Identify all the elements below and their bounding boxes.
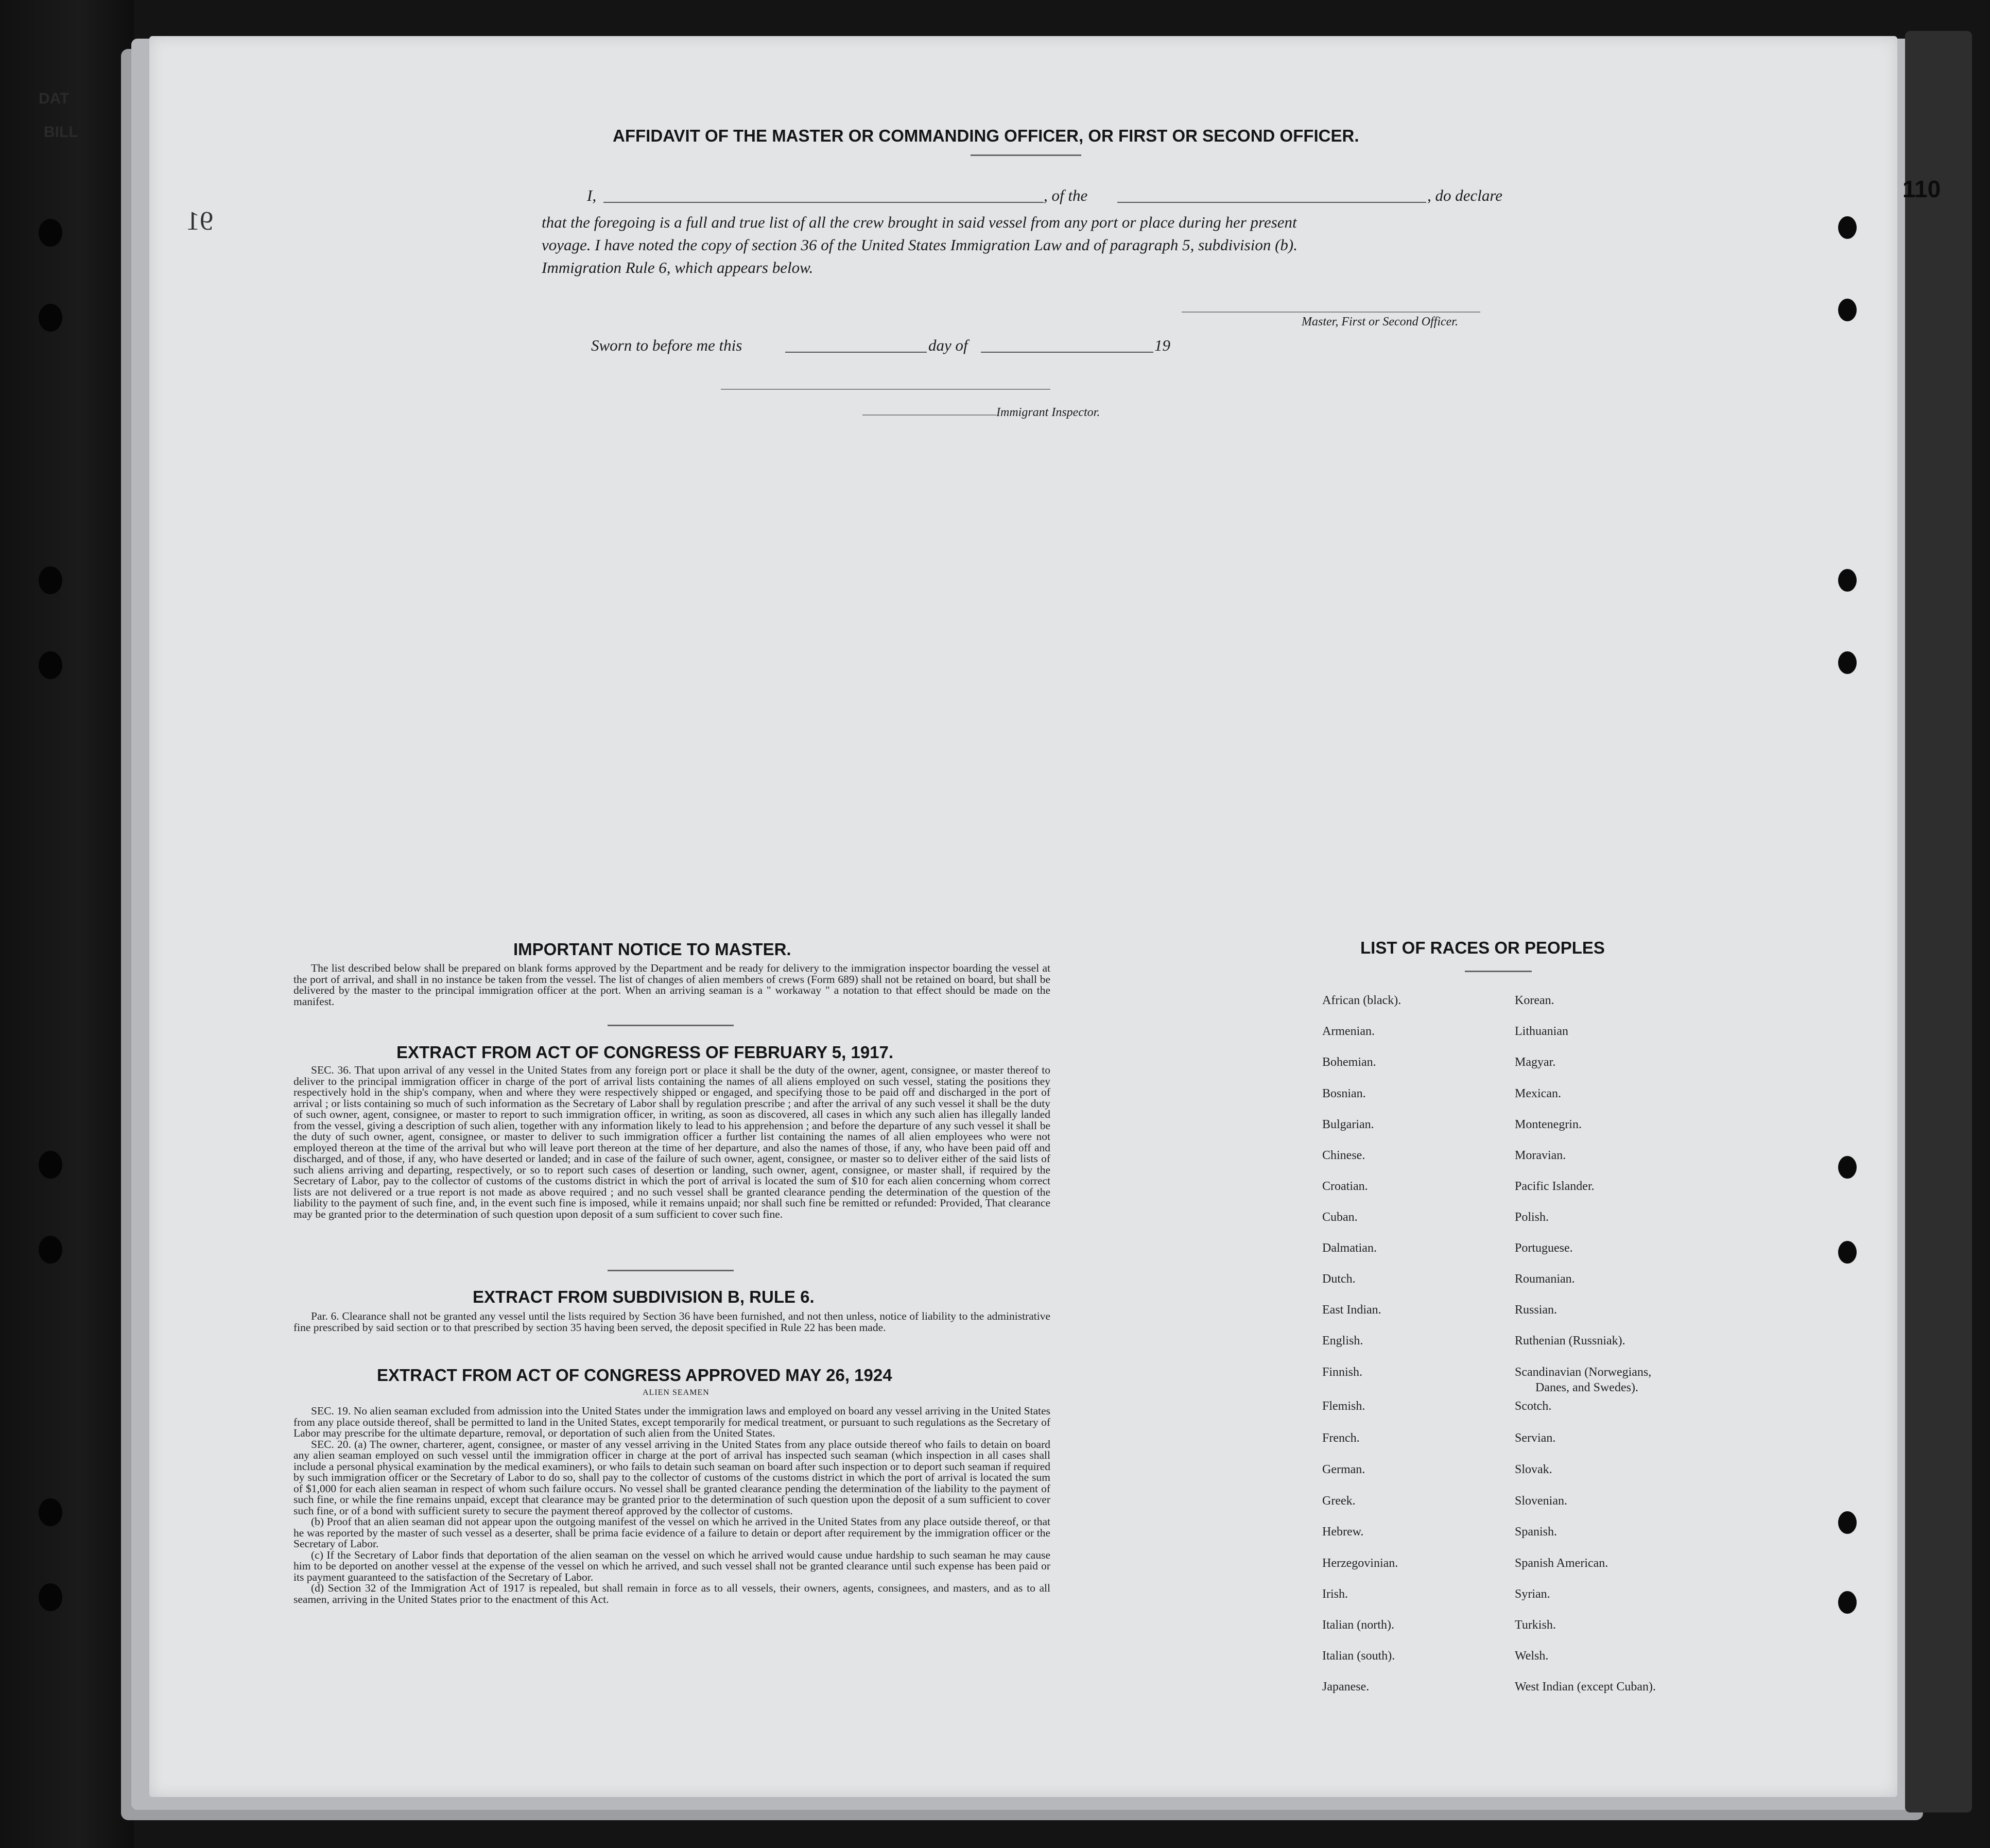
race-item: West Indian (except Cuban). [1515,1680,1656,1694]
name-blank-line [603,202,1044,203]
punch-hole [1838,216,1857,239]
section-divider [608,1270,734,1271]
affidavit-body-line-3: Immigration Rule 6, which appears below. [542,258,814,277]
race-item: Russian. [1515,1303,1558,1317]
race-item: Irish. [1322,1587,1348,1601]
extract-1917-text [293,1065,1050,1220]
race-item: Japanese. [1322,1680,1370,1694]
binder-hole [39,566,62,594]
race-item: Korean. [1515,994,1554,1007]
sec-20b-paragraph: (b) Proof that an alien seaman did not appear upon the outgoing manifest of the vessel on which he arrived in the United States from any place outside thereof, or that he was reported by the master of such vessel as a deserter, shall be prima facie evidence of a failure to detain or deport after requirement by the immigration officer or the Secretary of Labor. [293,1515,1050,1550]
race-item: Scandinavian (Norwegians, [1515,1366,1652,1379]
punch-hole [1838,651,1857,674]
race-item: Greek. [1322,1494,1356,1508]
race-item: Dalmatian. [1322,1241,1377,1255]
rule6-paragraph: Par. 6. Clearance shall not be granted any vessel until the lists required by Section 36 have been furnished, and not then unless, notice of liability to the administrative fine prescribed by said section or to that prescribed by section 35 having been served, the deposit specified in Rule 22 has been made. [293,1310,1050,1334]
race-item: Spanish. [1515,1525,1558,1539]
inspector-caption: Immigrant Inspector. [996,406,1100,419]
race-item: Croatian. [1322,1180,1368,1193]
race-item: French. [1322,1431,1360,1445]
race-item: Syrian. [1515,1587,1550,1601]
binder-hole [39,1236,62,1264]
race-item: German. [1322,1463,1365,1476]
race-item: Ruthenian (Russniak). [1515,1334,1625,1348]
sec-19-paragraph: SEC. 19. No alien seaman excluded from admission into the United States under the immigration laws and employed on board any vessel arriving in the United States from any place outside thereof, shall be permitted to land in the United States, except temporarily for medical treatment, or pursuant to such regulations as the Secretary of Labor may prescribe for the ultimate departure, removal, or deportation of such alien from the United States. [293,1405,1050,1439]
punch-hole [1838,1156,1857,1179]
sworn-label: Sworn to before me this [591,336,742,354]
race-item: Bohemian. [1322,1056,1376,1069]
binder-hole [39,304,62,332]
page-number: 110 [1902,176,1941,202]
races-title-underline [1465,971,1532,972]
affidavit-body-line-2: voyage. I have noted the copy of section 36 of the United States Immigration Law and of paragraph 5, subdivision (b). [542,236,1297,254]
race-item-continued: Danes, and Swedes). [1535,1381,1638,1394]
binder-hole [39,651,62,679]
race-item: Magyar. [1515,1056,1556,1069]
race-item: Roumanian. [1515,1272,1575,1286]
rule6-text [293,1311,1050,1333]
sec-36-paragraph: SEC. 36. That upon arrival of any vessel in the United States from any foreign port or place it shall be the duty of the owner, agent, consignee, or master thereof to deliver to the principal immigration officer in charge of the port of arrival lists containing the names of all aliens employed on such vessel, stating the positions they respectively hold in the ship's company, when and where they were respectively shipped or engaged, and specifying those to be paid off and discharged in the port of arrival ; or lists containing so much of such information as the Secretary of Labor shall by regulation prescribe ; and after the arrival of any such vessel it shall be the duty of such owner, agent, consignee, or master to report to such immigration officer, in writing, as soon as discovered, all cases in which any such alien has illegally landed from the vessel, giving a description of such alien, together with any information likely to lead to his apprehension ; and before the departure of any such vessel it shall be the duty of such owner, agent, consignee, or master to deliver to such immigration officer a further list containing the names of all alien employees who were not employed thereon at the time of the arrival but who will leave port thereon at the time of her departure, and also the names of those, if any, who have been paid off and discharged, and of those, if any, who have deserted or landed; and in case of the failure of such owner, agent, consignee, or master so to deliver either of the said lists of such aliens arriving and departing, respectively, or so to report such cases of desertion or landing, such owner, agent, consignee, or master shall, if required by the Secretary of Labor, pay to the collector of customs of the customs district in which the port of arrival is located the sum of $10 for each alien concerning whom correct lists are not delivered or a true report is not made as above required ; and no such vessel shall be granted clearance pending the determination of the question of the liability to the payment of such fine, and, in the event such fine is imposed, while it remains unpaid; nor shall such fine be remitted or refunded: Provided, That clearance may be granted prior to the determination of such question upon deposit of a sum sufficient to cover such fine. [293,1064,1050,1220]
races-title: LIST OF RACES OR PEOPLES [1360,938,1605,957]
inspector-signature-line [721,389,1050,390]
affidavit-i: I, [587,186,597,204]
race-item: Lithuanian [1515,1025,1568,1038]
day-of-label: day of [928,336,968,354]
race-item: Dutch. [1322,1272,1356,1286]
month-blank [981,352,1153,353]
binder-stamp-fragment: DAT [39,90,70,107]
race-item: Flemish. [1322,1400,1365,1413]
sec-20c-paragraph: (c) If the Secretary of Labor finds that deportation of the alien seaman on the vessel on which he arrived would cause undue hardship to such seaman he may cause him to be deported on another vessel at the expense of the vessel on which he arrived, and such vessel shall not be granted clearance until such expense has been paid or its payment guaranteed to the satisfaction of the Secretary of Labor. [293,1548,1050,1583]
punch-hole [1838,1241,1857,1264]
affidavit-of-the: , of the [1044,186,1088,204]
vessel-blank-line [1117,202,1426,203]
binder-stamp-fragment-2: BILL [44,124,78,141]
race-item: Slovak. [1515,1463,1552,1476]
race-item: Portuguese. [1515,1241,1573,1255]
extract-1924-text [293,1406,1050,1605]
race-item: Italian (north). [1322,1618,1394,1632]
race-item: Armenian. [1322,1025,1375,1038]
race-item: Moravian. [1515,1149,1566,1162]
race-item: East Indian. [1322,1303,1381,1317]
race-item: Pacific Islander. [1515,1180,1595,1193]
notice-text [293,963,1050,1007]
punch-hole [1838,569,1857,592]
race-item: Finnish. [1322,1366,1363,1379]
race-item: Herzegovinian. [1322,1557,1398,1570]
race-item: African (black). [1322,994,1401,1007]
race-item: Mexican. [1515,1087,1561,1100]
inspector-short-line [862,414,996,416]
punch-hole [1838,299,1857,321]
section-divider [608,1025,734,1026]
right-edge-shadow [1905,31,1972,1812]
year-prefix: 19 [1154,336,1170,354]
race-item: English. [1322,1334,1363,1348]
race-item: Welsh. [1515,1649,1549,1663]
race-item: Cuban. [1322,1211,1358,1224]
race-item: Bulgarian. [1322,1118,1374,1131]
punch-hole [1838,1591,1857,1614]
race-item: Servian. [1515,1431,1556,1445]
binder-hole [39,1583,62,1611]
affidavit-do-declare: , do declare [1427,186,1503,204]
extract-1924-title: EXTRACT FROM ACT OF CONGRESS APPROVED MAY 26, 1924 [377,1366,892,1385]
affidavit-title: AFFIDAVIT OF THE MASTER OR COMMANDING OFFICER, OR FIRST OR SECOND OFFICER. [613,126,1359,145]
race-item: Scotch. [1515,1400,1552,1413]
race-item: Hebrew. [1322,1525,1364,1539]
race-item: Bosnian. [1322,1087,1366,1100]
signature-line [1182,312,1480,313]
alien-seamen-subtitle: ALIEN SEAMEN [643,1388,710,1397]
sec-20d-paragraph: (d) Section 32 of the Immigration Act of 1917 is repealed, but shall remain in force as to all vessels, their owners, agents, consignees, and masters, and as to all seamen, arriving in the United States prior to the enactment of this Act. [293,1582,1050,1605]
notice-title: IMPORTANT NOTICE TO MASTER. [513,940,791,959]
race-item: Montenegrin. [1515,1118,1582,1131]
notice-paragraph: The list described below shall be prepared on blank forms approved by the Department and be ready for delivery to the immigration inspector boarding the vessel at the port of arrival, and shall in no instance be taken from the vessel. The list of changes of alien members of crews (Form 689) shall not be retained on board, but shall be delivered by the master to the principal immigration officer at the port. When an arriving seaman is a " workaway " a notation to that effect should be made on the manifest. [293,962,1050,1008]
binder-hole [39,219,62,247]
race-item: Spanish American. [1515,1557,1608,1570]
punch-hole [1838,1511,1857,1534]
title-underline [971,154,1081,156]
signature-caption: Master, First or Second Officer. [1302,315,1458,329]
race-item: Italian (south). [1322,1649,1395,1663]
binder-hole [39,1151,62,1179]
race-item: Slovenian. [1515,1494,1567,1508]
binder-edge [0,0,134,1848]
race-item: Turkish. [1515,1618,1556,1632]
margin-number: 91 [186,206,213,236]
rule6-title: EXTRACT FROM SUBDIVISION B, RULE 6. [473,1287,815,1306]
race-item: Chinese. [1322,1149,1365,1162]
affidavit-body-line-1: that the foregoing is a full and true list of all the crew brought in said vessel from any port or place during her present [542,213,1297,231]
sec-20a-paragraph: SEC. 20. (a) The owner, charterer, agent, consignee, or master of any vessel arriving in the United States from any place outside thereof who fails to detain on board any alien seaman employed on such vessel until the immigration officer in charge at the port of arrival has inspected such seaman (which inspection in all cases shall include a personal physical examination by the medical examiners), or who fails to detain such seaman on board after such inspection or to deport such seaman if required by such immigration officer or the Secretary of Labor to do so, shall pay to the collector of customs of the customs district in which the port of arrival is located the sum of $1,000 for each alien seaman in respect of whom such failure occurs. No vessel shall be granted clearance pending the determination of the liability to the payment of such fine, or while the fine remains unpaid, except that clearance may be granted prior to the determination of such question upon the deposit of a sum sufficient to cover such fine, or of a bond with sufficient surety to secure the payment thereof approved by the collector of customs. [293,1438,1050,1517]
sworn-day-blank [785,352,927,353]
race-item: Polish. [1515,1211,1549,1224]
binder-hole [39,1498,62,1526]
extract-1917-title: EXTRACT FROM ACT OF CONGRESS OF FEBRUARY 5, 1917. [396,1043,894,1062]
